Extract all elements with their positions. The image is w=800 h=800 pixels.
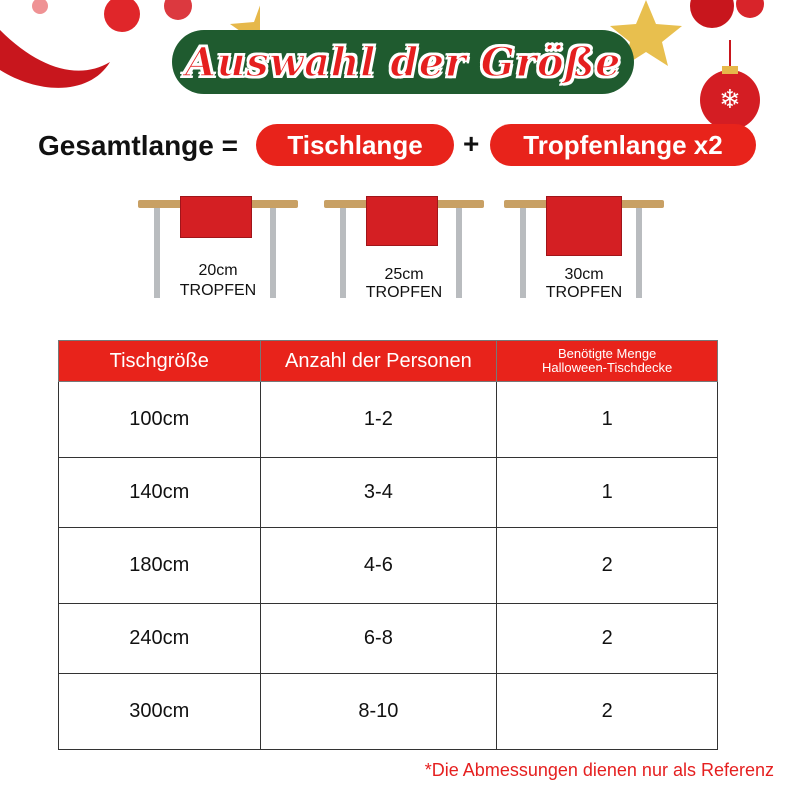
table-row bbox=[59, 382, 718, 458]
cell-quantity: 2 bbox=[497, 604, 718, 674]
table-row bbox=[59, 458, 718, 528]
bauble-icon bbox=[736, 0, 764, 18]
table-row bbox=[59, 674, 718, 750]
drop-word: TROPFEN bbox=[179, 282, 257, 299]
cell-table-size: 240cm bbox=[59, 604, 261, 674]
table-runner-image bbox=[366, 196, 438, 246]
drop-word: TROPFEN bbox=[365, 284, 443, 301]
cell-quantity: 1 bbox=[497, 382, 718, 458]
formula-term-table-length: Tischlange bbox=[256, 124, 454, 166]
cell-persons: 1-2 bbox=[260, 382, 497, 458]
bauble-icon bbox=[104, 0, 140, 32]
table-row bbox=[59, 604, 718, 674]
cell-persons: 6-8 bbox=[260, 604, 497, 674]
column-header-quantity bbox=[497, 341, 718, 382]
drop-size: 25cm bbox=[384, 266, 424, 283]
column-header-quantity-line2: Halloween-Tischdecke bbox=[541, 360, 673, 375]
cell-table-size: 180cm bbox=[59, 528, 261, 604]
ribbon-icon bbox=[0, 30, 110, 88]
drop-illustration-30 bbox=[504, 196, 664, 304]
drop-illustration-25 bbox=[324, 196, 484, 304]
column-header-table-size: Tischgröße bbox=[59, 341, 261, 382]
table-runner-image bbox=[180, 196, 252, 238]
bauble-icon bbox=[690, 0, 734, 28]
cell-persons: 4-6 bbox=[260, 528, 497, 604]
formula-plus: + bbox=[463, 128, 480, 159]
size-table bbox=[58, 340, 718, 750]
title-banner bbox=[172, 30, 634, 94]
table-row bbox=[59, 528, 718, 604]
drop-word: TROPFEN bbox=[545, 284, 623, 301]
formula-term-drop-length: Tropfenlange x2 bbox=[490, 124, 756, 166]
svg-text:❄: ❄ bbox=[719, 85, 741, 115]
cell-table-size: 300cm bbox=[59, 674, 261, 750]
cell-persons: 3-4 bbox=[260, 458, 497, 528]
drop-size: 20cm bbox=[198, 262, 238, 279]
table-runner-image bbox=[546, 196, 622, 256]
column-header-quantity-line1: Benötigte Menge bbox=[557, 346, 657, 361]
bauble-icon bbox=[164, 0, 192, 20]
cell-quantity: 2 bbox=[497, 674, 718, 750]
formula-label: Gesamtlange = bbox=[38, 130, 238, 161]
drop-size: 30cm bbox=[564, 266, 604, 283]
cell-table-size: 100cm bbox=[59, 382, 261, 458]
drop-illustration-20 bbox=[138, 196, 298, 304]
column-header-persons: Anzahl der Personen bbox=[260, 341, 497, 382]
footnote: *Die Abmessungen dienen nur als Referenz bbox=[424, 760, 774, 780]
cell-quantity: 2 bbox=[497, 528, 718, 604]
cell-table-size: 140cm bbox=[59, 458, 261, 528]
cell-persons: 8-10 bbox=[260, 674, 497, 750]
table-header-row bbox=[59, 341, 718, 382]
cell-quantity: 1 bbox=[497, 458, 718, 528]
page-title: Auswahl der Größe bbox=[185, 38, 621, 86]
bauble-icon bbox=[32, 0, 48, 14]
